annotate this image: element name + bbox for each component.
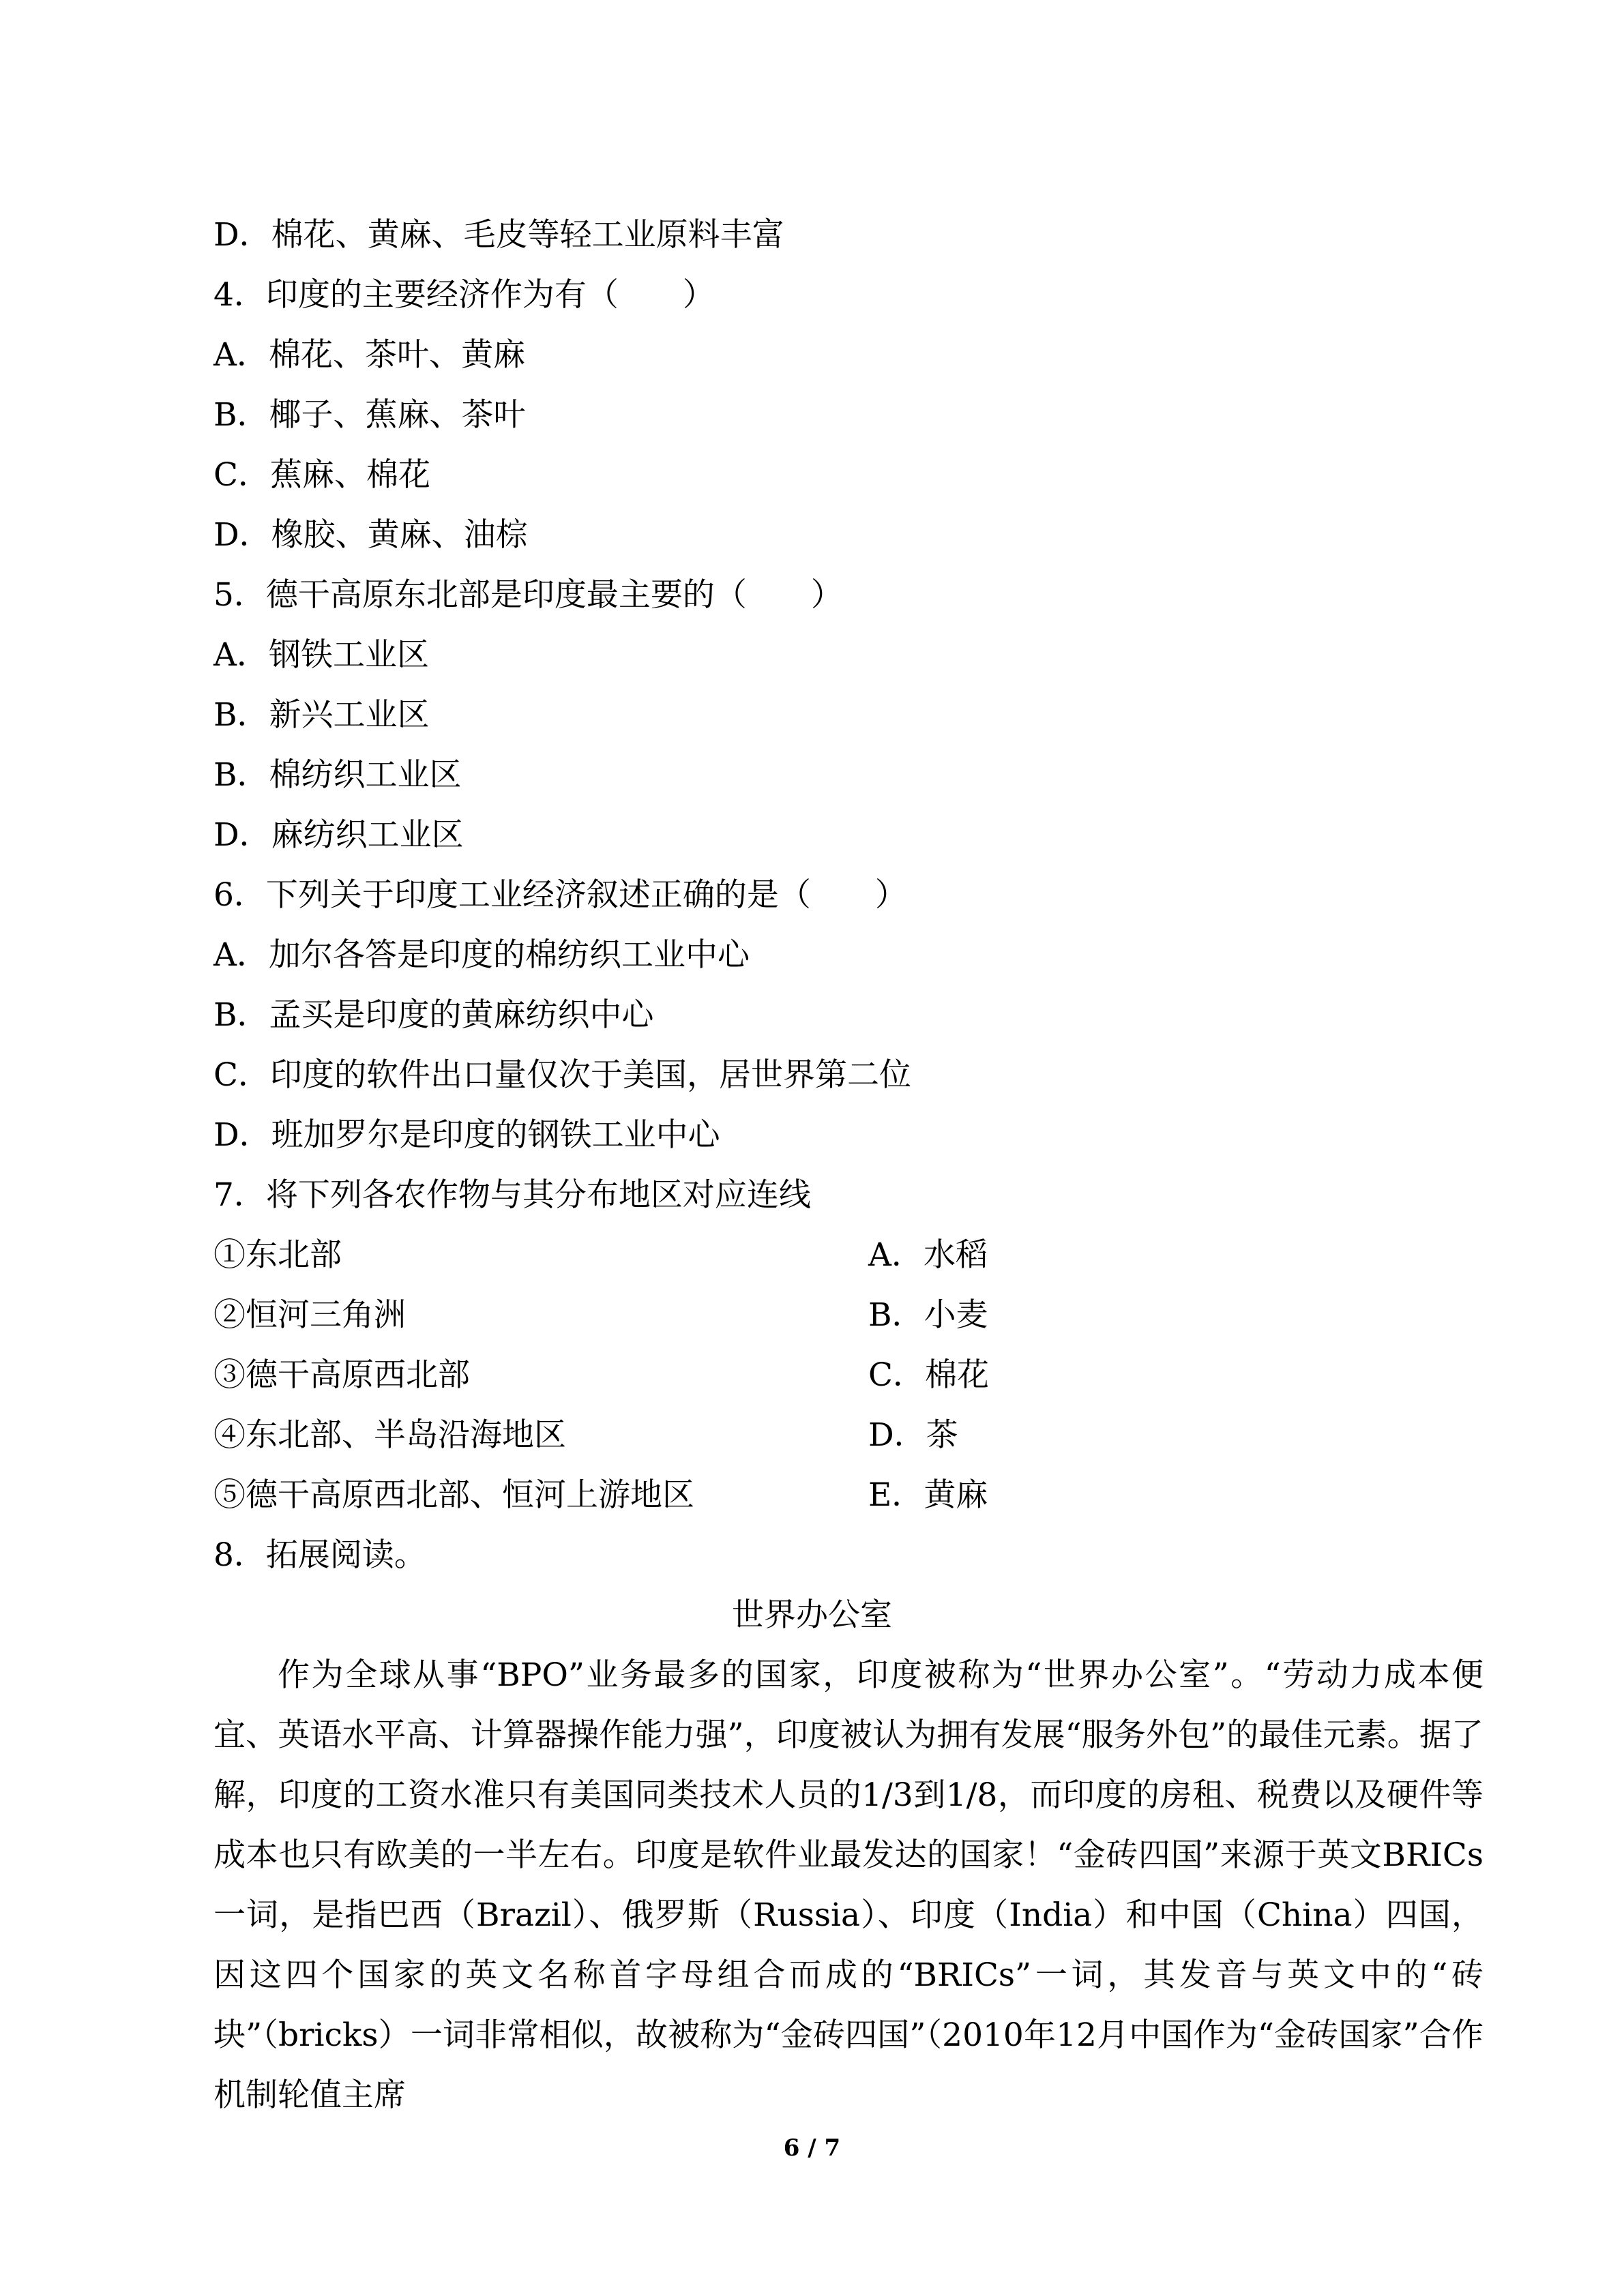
crop-d: D．茶 xyxy=(868,1416,958,1454)
option-6c: C．印度的软件出口量仅次于美国，居世界第二位 xyxy=(213,1056,911,1094)
option-6a: A．加尔各答是印度的棉纺织工业中心 xyxy=(213,936,750,974)
page-number: 6 / 7 xyxy=(783,2134,841,2162)
option-6d: D．班加罗尔是印度的钢铁工业中心 xyxy=(213,1116,720,1154)
option-5c: B．棉纺织工业区 xyxy=(213,756,462,794)
option-3d: D．棉花、黄麻、毛皮等轻工业原料丰富 xyxy=(213,216,784,254)
option-4c: C．蕉麻、棉花 xyxy=(213,456,430,494)
option-5b: B．新兴工业区 xyxy=(213,696,430,734)
option-4d: D．橡胶、黄麻、油棕 xyxy=(213,516,528,554)
region-4: ④东北部、半岛沿海地区 xyxy=(213,1416,566,1454)
option-5d: D．麻纺织工业区 xyxy=(213,816,464,854)
question-8: 8．拓展阅读。 xyxy=(213,1536,426,1574)
region-2: ②恒河三角洲 xyxy=(213,1296,406,1334)
question-7: 7．将下列各农作物与其分布地区对应连线 xyxy=(213,1176,811,1214)
reading-paragraph: 作为全球从事“BPO”业务最多的国家，印度被称为“世界办公室”。“劳动力成本便宜、英语水平高、计算器操作能力强”，印度被认为拥有发展“服务外包”的最佳元素。据了解，印度的工资水准只有美国同类技术人员的1/3到1/8，而印度的房租、税费以及硬件等成本也只有欧美的一半左右。印度是软件业最发达的国家！“金砖四国”来源于英文BRICs一词，是指巴西（Brazil）、俄罗斯（Russia）、印度（India）和中国（China）四国，因这四个国家的英文名称首字母组合而成的“BRICs”一词，其发音与英文中的“砖块”（bricks）一词非常相似，故被称为“金砖四国”（2010年12月中国作为“金砖国家”合作机制轮值主席 xyxy=(213,1656,1483,2114)
option-4b: B．椰子、蕉麻、茶叶 xyxy=(213,396,526,434)
question-6: 6．下列关于印度工业经济叙述正确的是（ ） xyxy=(213,876,907,914)
option-5a: A．钢铁工业区 xyxy=(213,636,429,674)
option-4a: A．棉花、茶叶、黄麻 xyxy=(213,336,525,374)
reading-title: 世界办公室 xyxy=(732,1596,892,1634)
question-5: 5．德干高原东北部是印度最主要的（ ） xyxy=(213,576,843,614)
crop-c: C．棉花 xyxy=(868,1356,989,1394)
region-3: ③德干高原西北部 xyxy=(213,1356,470,1394)
crop-b: B．小麦 xyxy=(868,1296,988,1334)
question-4: 4．印度的主要经济作为有（ ） xyxy=(213,276,715,314)
region-1: ①东北部 xyxy=(213,1236,342,1274)
crop-a: A．水稻 xyxy=(868,1236,988,1274)
option-6b: B．孟买是印度的黄麻纺织中心 xyxy=(213,996,654,1034)
region-5: ⑤德干高原西北部、恒河上游地区 xyxy=(213,1476,694,1514)
crop-e: E．黄麻 xyxy=(868,1476,988,1514)
